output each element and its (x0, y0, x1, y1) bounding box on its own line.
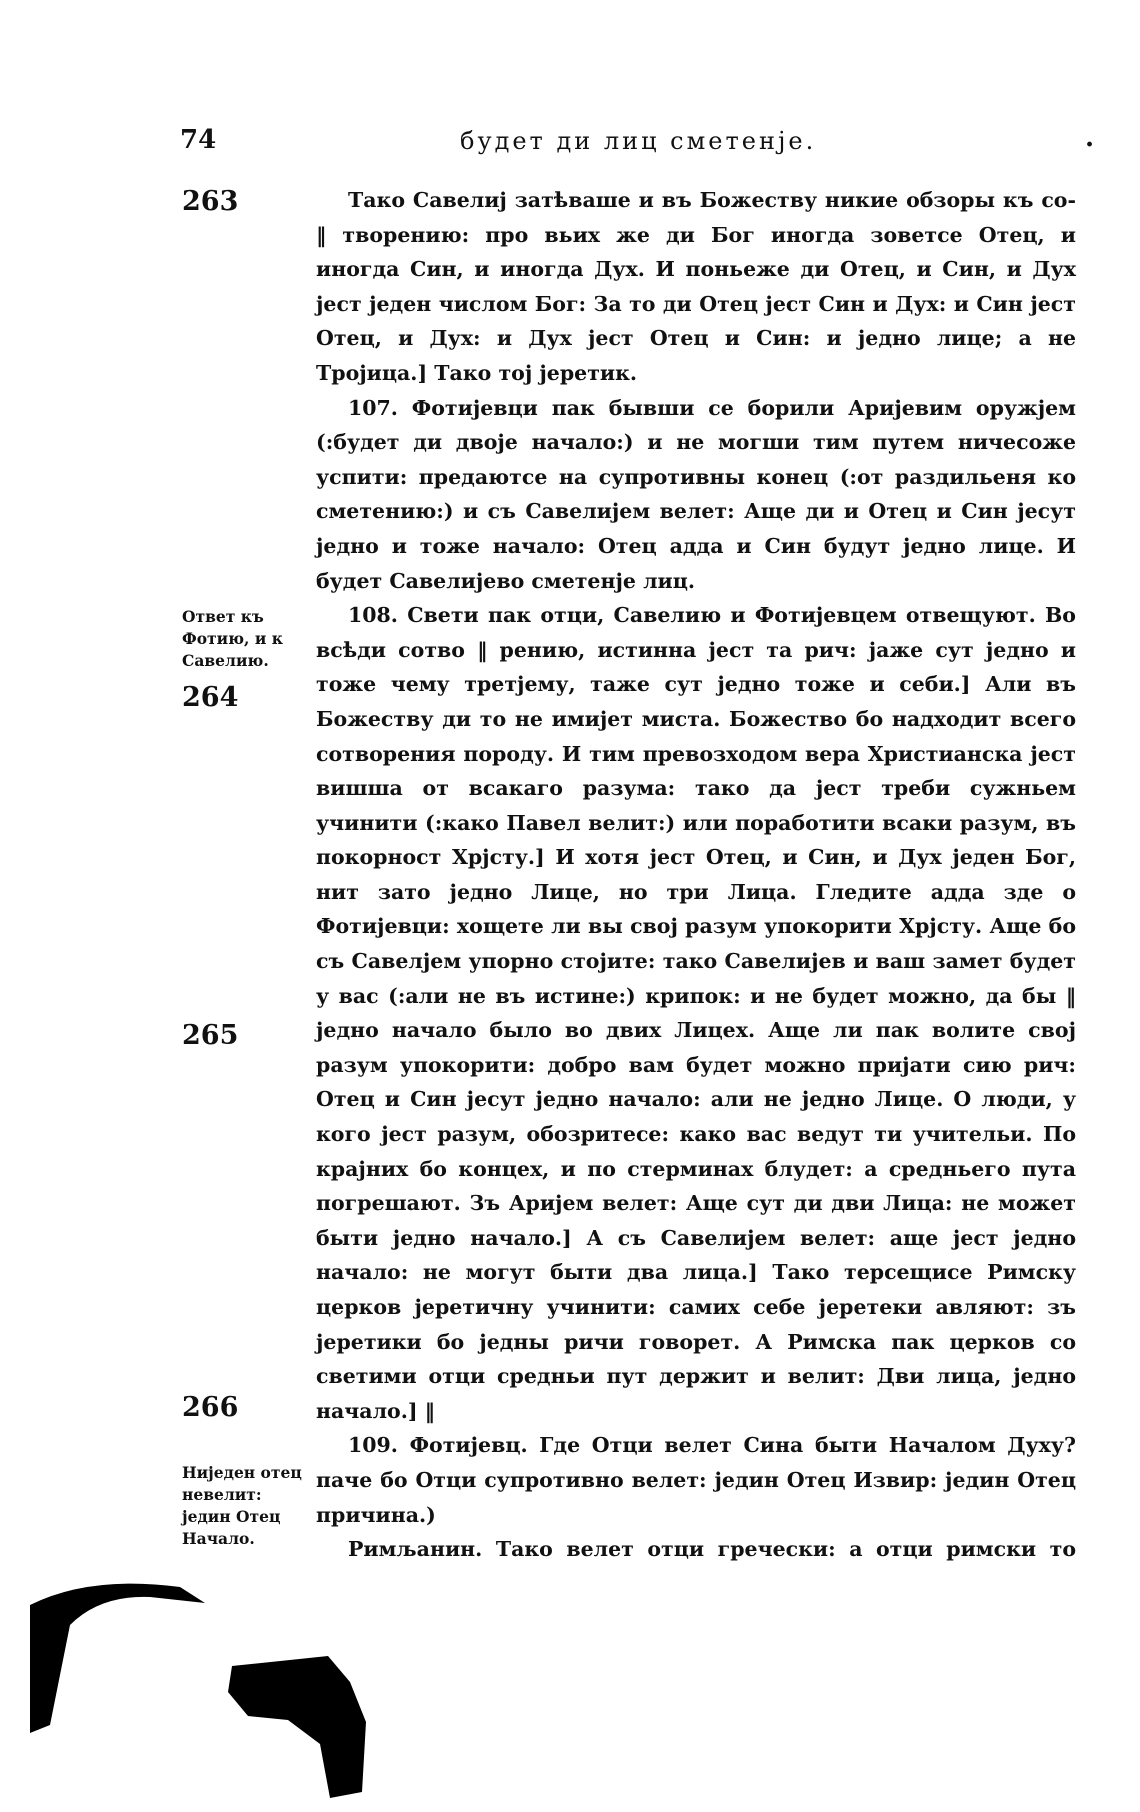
paragraph-107: 107. Фотијевци пак бывши се борили Аријевим оружјем (:будет ди двоје начало:) и не могши тим путем ничесоже успити: предаютсе на супротивны конец (:от раздильеня ко сметению:) и съ Савелијем велет: Аще ди и Отец и Син јесут једно и тоже начало: Отец адда и Син будут једно лице. И будет Савелијево сметенје лиц. (316, 395, 1076, 593)
header-dot: . (1084, 123, 1094, 153)
paragraph-109: 109. Фотијевц. Где Отци велет Сина быти Началом Духу? паче бо Отци супротивно велет: једин Отец Извир: једин Отец причина.) (316, 1433, 1076, 1527)
ink-blot-left (30, 1565, 230, 1735)
running-head: будет ди лиц сметенје. (460, 127, 817, 155)
paragraph-roman: Римљанин. Тако велет отци гречески: а отци римски то (348, 1537, 1076, 1562)
ink-blot-bottom (228, 1652, 368, 1802)
page-number: 74 (180, 125, 217, 155)
paragraph-108: 108. Свети пак отци, Савелию и Фотијевцем отвещуют. Во всѣди сотво ‖ рению, истинна јест та рич: јаже сут једно и тоже чему третјему, таже сут једно тоже и себи.] Али въ Божеству ди то не имијет миста. Божество бо надходит всего сотворения породу. И тим превозходом вера Христианска јест вишша от всакаго разума: тако да јест треби сужньем учинити (:како Павел велит:) или поработити всаки разум, въ покорност Хрјсту.] И хотя јест Отец, и Син, и Дух једен Бог, нит зато једно Лице, но три Лица. Гледите адда зде о Фотијевци: хощете ли вы свој разум упокорити Хрјсту. Аще бо съ Савелјем упорно стојите: тако Савелијев и ваш замет будет у вас (:али не въ истине:) крипок: и не будет можно, да бы ‖ једно начало было во двих Лицех. Аще ли пак волите свој разум упокорити: добро вам будет можно пријати сию рич: Отец и Син јесут једно начало: али не једно Лице. О люди, у кого јест разум, обозритесе: како вас ведут ти учительи. По крајних бо концех, и по стерминах блудет: а средньего пута погрешают. Зъ Аријем велет: Аще сут ди дви Лица: не может быти једно начало.] А съ Савелијем велет: аще јест једно начало: не могут быти два лица.] Тако терсещисе Римску церков јеретичну учинити: самих себе јеретеки авляют: зъ јеретики бо једны ричи говорет. А Римска пак церков со светими отци средньи пут держит и велит: Дви лица, једно начало.] ‖ (316, 603, 1076, 1423)
margin-number-263: 263 (182, 186, 239, 217)
margin-number-264: 264 (182, 682, 239, 713)
margin-number-266: 266 (182, 1392, 239, 1423)
margin-note-father: Ниједен отец невелит: једин Отец Начало. (182, 1463, 302, 1548)
paragraph-savelius: Тако Савелиј затѣваше и въ Божеству никие обзоры къ со- ‖ творению: про вьих же ди Бог иногда зоветсе Отец, и иногда Син, и иногда Дух. И поньеже ди Отец, и Син, и Дух јест једен числом Бог: За то ди Отец јест Син и Дух: и Син јест Отец, и Дух: и Дух јест Отец и Син: и једно лице; а не Тројица.] Тако тој јеретик. (316, 188, 1076, 385)
page-header (180, 125, 1100, 165)
margin-note-answer: Ответ къ Фотию, и к Савелию. (182, 607, 283, 670)
margin-number-265: 265 (182, 1020, 239, 1051)
body-text (316, 183, 1076, 1567)
